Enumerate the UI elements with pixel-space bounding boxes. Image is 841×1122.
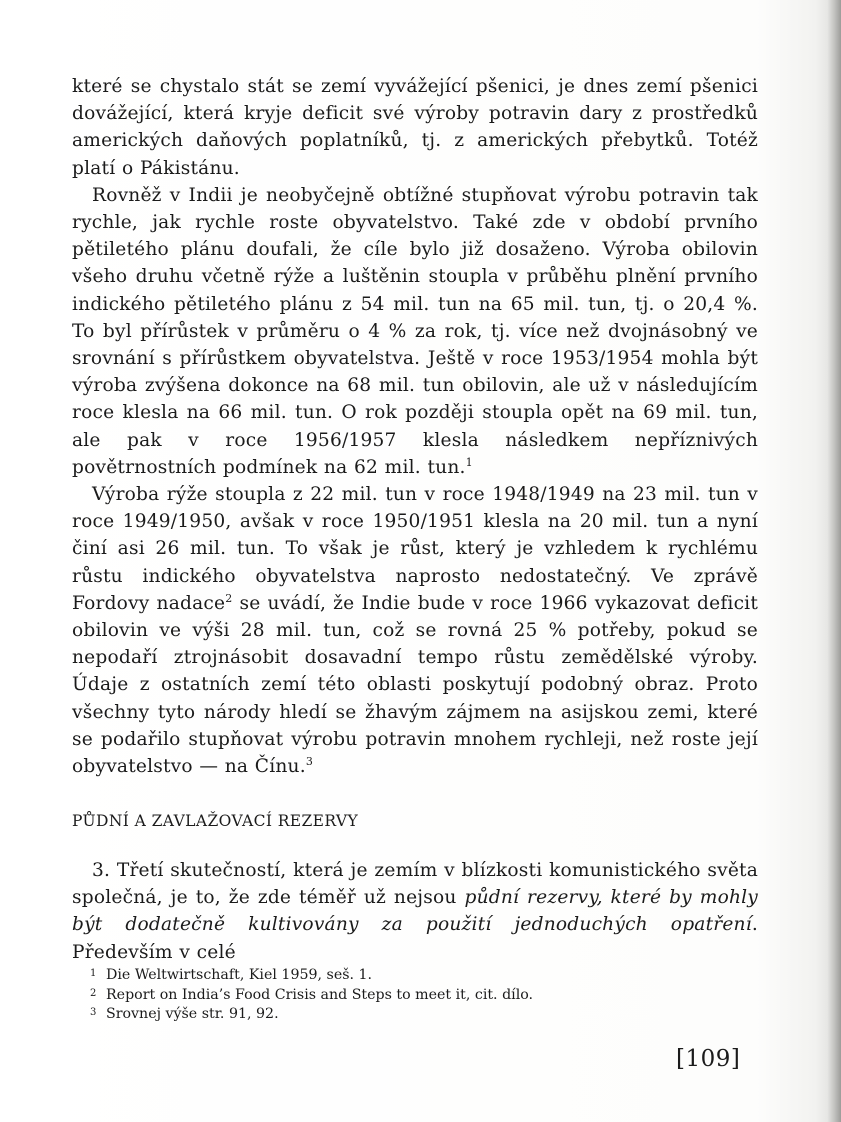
footnote-1: [90, 965, 750, 985]
footnote-reference-1: 1: [465, 455, 473, 469]
footnote-3-text: Srovnej výše str. 91, 92.: [106, 1006, 279, 1022]
section-text: [72, 857, 758, 966]
footnote-2-mark: 2: [90, 987, 97, 999]
footnote-2-text: Report on India’s Food Crisis and Steps to meet it, cit. dílo.: [106, 986, 534, 1003]
section-heading: PŮDNÍ A ZAVLAŽOVACÍ REZERVY: [72, 812, 359, 830]
footnote-2: [90, 985, 750, 1005]
section-paragraph: [72, 857, 758, 966]
paragraph-3: [72, 481, 758, 780]
section-paragraph-text-b: . Především v celé: [72, 914, 758, 963]
paragraph-2: [72, 182, 758, 481]
section-paragraph-text-a: 3. Třetí skutečností, která je zemím v blízkosti komunistického světa společná, je to, že zde téměř už nejsou: [72, 860, 758, 909]
footnote-3: [90, 1004, 750, 1024]
footnote-1-mark: 1: [90, 968, 97, 979]
footnote-1-text: Die Weltwirtschaft, Kiel 1959, seš. 1.: [106, 967, 373, 983]
paragraph-1: [72, 73, 758, 182]
paragraph-2-text: Rovněž v Indii je neobyčejně obtížné stupňovat výrobu potravin tak rychle, jak rychle roste obyvatelstvo. Také zde v období prvního pětiletého plánu doufali, že cíle bylo již dosaženo. Výroba obilovin všeho druhu včetně rýže a luštěnin stoupla v průběhu plnění prvního indického pětiletého plánu z 54 mil. tun na 65 mil. tun, tj. o 20,4 %. To byl přírůstek v průměru o 4 % za rok, tj. více než dvojnásobný ve srovnání s přírůstkem obyvatelstva. Ještě v roce 1953/1954 mohla být výroba zvýšena dokonce na 68 mil. tun obilovin, ale už v následujícím roce klesla na 66 mil. tun. O rok později stoupla opět na 69 mil. tun, ale pak v roce 1956/1957 klesla následkem nepříznivých povětrnostních podmínek na 62 mil. tun.: [72, 184, 758, 478]
page-edge-shadow: [827, 0, 841, 1122]
paragraph-3-text-b: se uvádí, že Indie bude v roce 1966 vykazovat deficit obilovin ve výši 28 mil. tun, což se rovná 25 % potřeby, pokud se nepodaří ztrojnásobit dosavadní tempo růstu zemědělské výroby. Údaje z ostatních zemí této oblasti poskytují podobný obraz. Proto všechny tyto národy hledí se žhavým zájmem na asijskou zemi, které se podařilo stupňovat výrobu potravin mnohem rychleji, než roste její obyvatelstvo — na Čínu.: [72, 592, 759, 778]
footnote-reference-3: 3: [305, 755, 314, 769]
section-paragraph-italic: půdní rezervy, které by mohly být dodatečně kultivovány za použití jednoduchých opatření: [72, 887, 758, 936]
footnotes: [90, 965, 750, 1024]
paragraph-3-text-a: Výroba rýže stoupla z 22 mil. tun v roce 1948/1949 na 23 mil. tun v roce 1949/1950, avšak v roce 1950/1951 klesla na 20 mil. tun a nyní činí asi 26 mil. tun. To však je růst, který je vzhledem k rychlému růstu indického obyvatelstva naprosto nedostatečný. Ve zprávě Fordovy nadace: [72, 484, 758, 614]
footnote-reference-2: 2: [225, 591, 233, 605]
main-text: [72, 73, 758, 780]
page-number: [109]: [676, 1046, 741, 1072]
paragraph-1-text: které se chystalo stát se zemí vyvážející pšenici, je dnes zemí pšenici dovážející, která kryje deficit své výroby potravin dary z prostředků amerických daňových poplatníků, tj. z amerických přebytků. Totéž platí o Pákistánu.: [72, 76, 758, 179]
footnote-3-mark: 3: [90, 1007, 97, 1018]
